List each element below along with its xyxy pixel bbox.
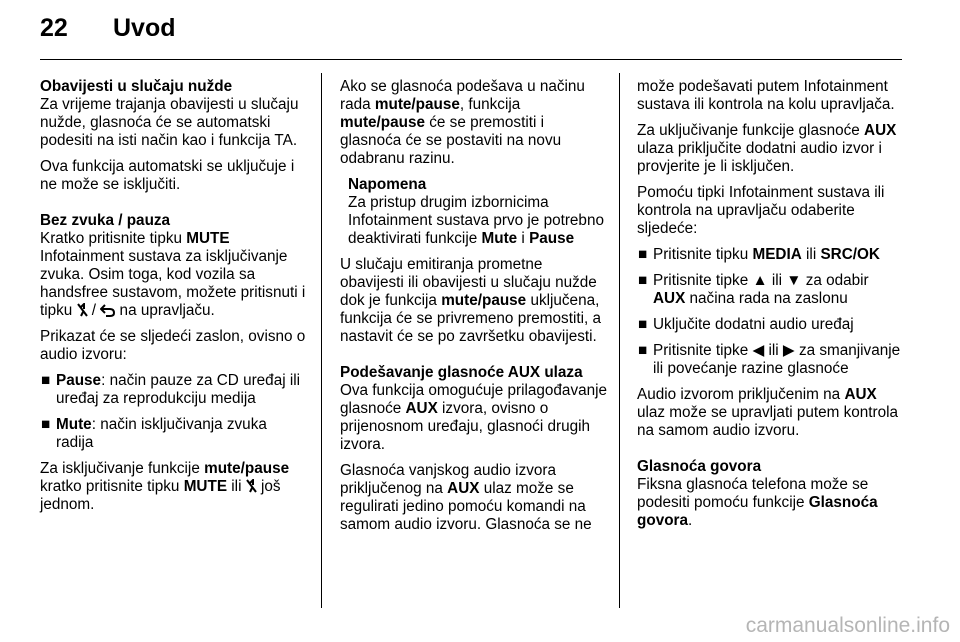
list-item: ■ Mute: način isključivanja zvuka radija (41, 416, 267, 451)
paragraph-unmute: Za isključivanje funkcije mute/pause kratko pritisnite tipku MUTE ili još jednom. (40, 460, 290, 513)
heading-aux-volume: Podešavanje glasnoće AUX ulaza (340, 364, 583, 381)
header-rule (40, 59, 902, 60)
square-bullet-icon: ■ (638, 246, 648, 263)
paragraph: Ova funkcija automatski se uključuje i ne može se isključiti. (40, 158, 295, 193)
heading-emergency: Obavijesti u slučaju nužde (40, 78, 233, 95)
list-item: ■ Pritisnite tipku MEDIA ili SRC/OK (638, 246, 880, 263)
paragraph: Za vrijeme trajanja obavijesti u slučaju nužde, glasnoća će se automatski podesiti na isti način kao i funkcija TA. (40, 96, 299, 149)
list-item: ■ Pause: način pauze za CD uređaj ili uređaj za reprodukciju medija (41, 372, 301, 407)
heading-mute: Bez zvuka / pauza (40, 212, 171, 229)
heading-speech-volume: Glasnoća govora (637, 458, 762, 475)
paragraph: Glasnoća vanjskog audio izvora priključenog na AUX ulaz može se regulirati jedino pomoću komandi na samom audio izvoru. Glasnoća se ne (340, 462, 592, 533)
paragraph: U slučaju emitiranja prometne obavijesti ili obavijesti u slučaju nužde dok je funkcija mute/pause uključena, funkcija će se privremeno premostiti, a nastavit će se po završetku obavijesti. (340, 256, 602, 345)
square-bullet-icon: ■ (41, 372, 51, 389)
note-box (340, 176, 608, 248)
paragraph: Fiksna glasnoća telefona može se podesiti pomoću funkcije Glasnoća govora. (637, 476, 878, 529)
paragraph: Pomoću tipki Infotainment sustava ili kontrola na upravljaču odaberite sljedeće: (637, 184, 885, 237)
column-divider-1 (321, 73, 322, 608)
note-title: Napomena (348, 176, 427, 193)
square-bullet-icon: ■ (41, 416, 51, 433)
list-item: ■ Uključite dodatni audio uređaj (638, 316, 854, 333)
paragraph: Audio izvorom priključenim na AUX ulaz može se upravljati putem kontrola na samom audio izvoru. (637, 386, 899, 439)
square-bullet-icon: ■ (638, 342, 648, 359)
page-number: 22 (40, 14, 68, 42)
paragraph: Za uključivanje funkcije glasnoće AUX ulaza priključite dodatni audio izvor i provjerite je li isključen. (637, 122, 897, 175)
note-text: Za pristup drugim izbornicima Infotainment sustava prvo je potrebno deaktivirati funkcije Mute i Pause (348, 194, 604, 247)
paragraph: Prikazat će se sljedeći zaslon, ovisno o audio izvoru: (40, 328, 306, 363)
column-1 (40, 78, 308, 522)
paragraph: Ova funkcija omogućuje prilagođavanje glasnoće AUX izvora, ovisno o prijenosnom uređaju, glasnoći drugih izvora. (340, 382, 608, 453)
paragraph: Ako se glasnoća podešava u načinu rada mute/pause, funkcija mute/pause će se premostiti i glasnoća će se postaviti na novu odabranu razinu. (340, 78, 585, 167)
watermark: carmanualsonline.info (745, 614, 950, 637)
list-item: ■ Pritisnite tipke ▲ ili ▼ za odabir AUX načina rada na zaslonu (638, 272, 869, 307)
mute-icon (77, 303, 88, 317)
column-2 (340, 78, 608, 542)
square-bullet-icon: ■ (638, 272, 648, 289)
paragraph-mute: Kratko pritisnite tipku MUTE Infotainment sustava za isključivanje zvuka. Osim toga, kod vozila sa handsfree sustavom, možete pritisnuti i tipku / na upravljaču. (40, 230, 306, 319)
section-title: Uvod (113, 14, 176, 42)
mute-icon (246, 479, 257, 493)
list-item: ■ Pritisnite tipke ◀ ili ▶ za smanjivanje ili povećanje razine glasnoće (638, 342, 901, 377)
return-arrow-icon (100, 304, 115, 317)
column-3 (637, 78, 905, 538)
paragraph: može podešavati putem Infotainment sustava ili kontrola na kolu upravljača. (637, 78, 895, 113)
column-divider-2 (619, 73, 620, 608)
square-bullet-icon: ■ (638, 316, 648, 333)
